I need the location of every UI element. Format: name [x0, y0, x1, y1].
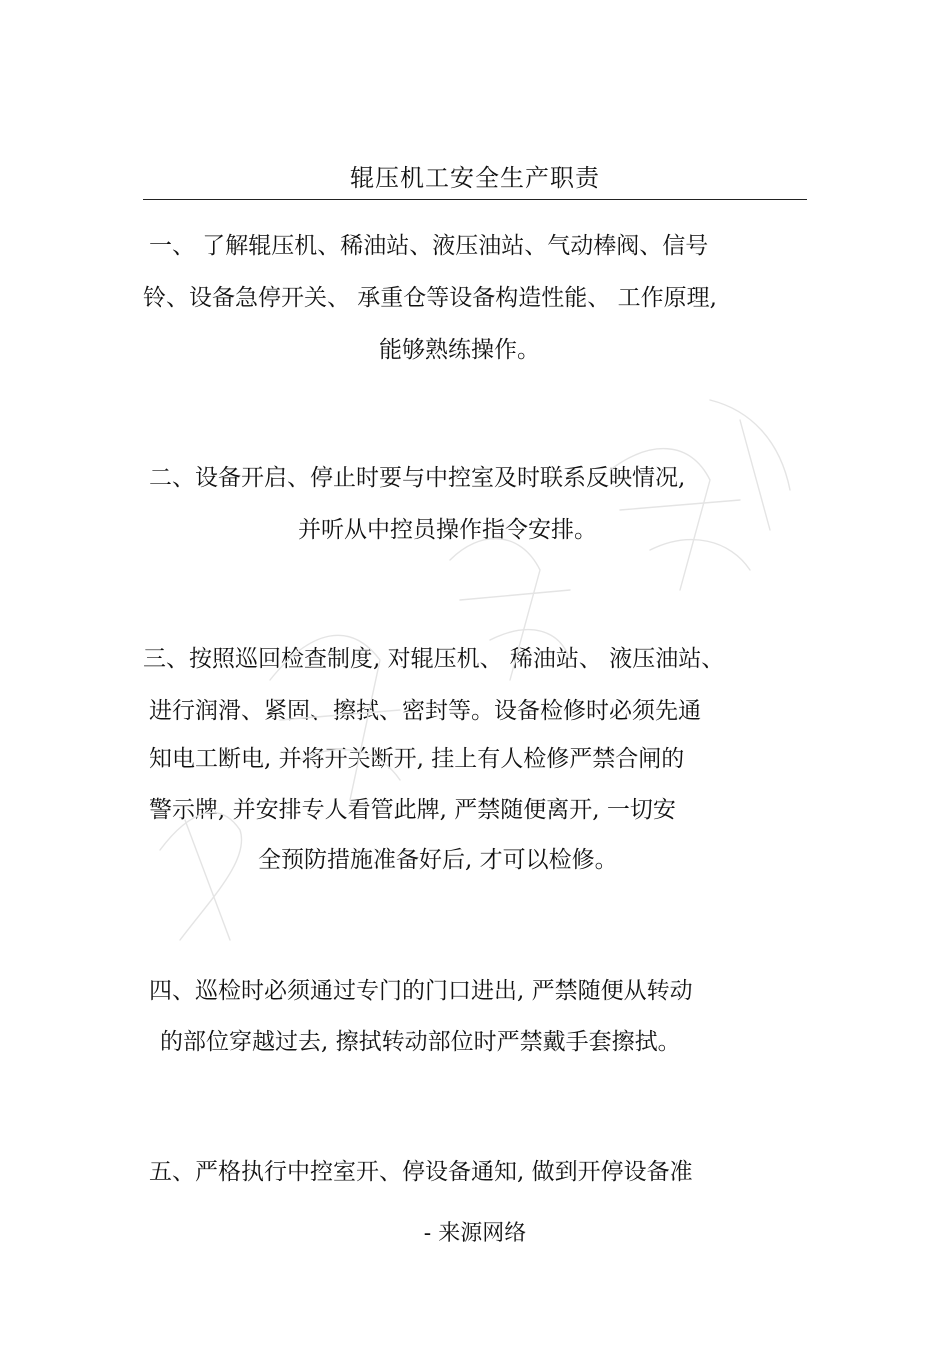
section-1-line-3: 能够熟练操作。: [379, 337, 540, 363]
section-1-line-1: 一、 了解辊压机、稀油站、液压油站、气动棒阀、信号: [149, 233, 709, 259]
section-4-line-1: 四、巡检时必须通过专门的门口进出, 严禁随便从转动: [149, 978, 693, 1004]
title-underline: [143, 199, 807, 200]
section-3-line-3: 知电工断电, 并将开关断开, 挂上有人检修严禁合闸的: [149, 746, 685, 772]
section-4-line-2: 的部位穿越过去, 擦拭转动部位时严禁戴手套擦拭。: [160, 1029, 681, 1055]
section-3-line-5: 全预防措施准备好后, 才可以检修。: [258, 847, 618, 873]
source-footer: - 来源网络: [423, 1221, 527, 1246]
page-title: 辊压机工安全生产职责: [350, 164, 600, 192]
section-3-line-1: 三、按照巡回检查制度, 对辊压机、 稀油站、 液压油站、: [143, 646, 725, 672]
section-5-line-1: 五、严格执行中控室开、停设备通知, 做到开停设备准: [149, 1159, 693, 1185]
section-2-line-2: 并听从中控员操作指令安排。: [298, 517, 597, 543]
section-2-line-1: 二、设备开启、停止时要与中控室及时联系反映情况,: [149, 465, 686, 491]
section-1-line-2: 铃、设备急停开关、 承重仓等设备构造性能、 工作原理,: [143, 285, 717, 311]
section-3-line-4: 警示牌, 并安排专人看管此牌, 严禁随便离开, 一切安: [149, 797, 676, 823]
section-3-line-2: 进行润滑、紧固、擦拭、密封等。设备检修时必须先通: [149, 698, 701, 724]
